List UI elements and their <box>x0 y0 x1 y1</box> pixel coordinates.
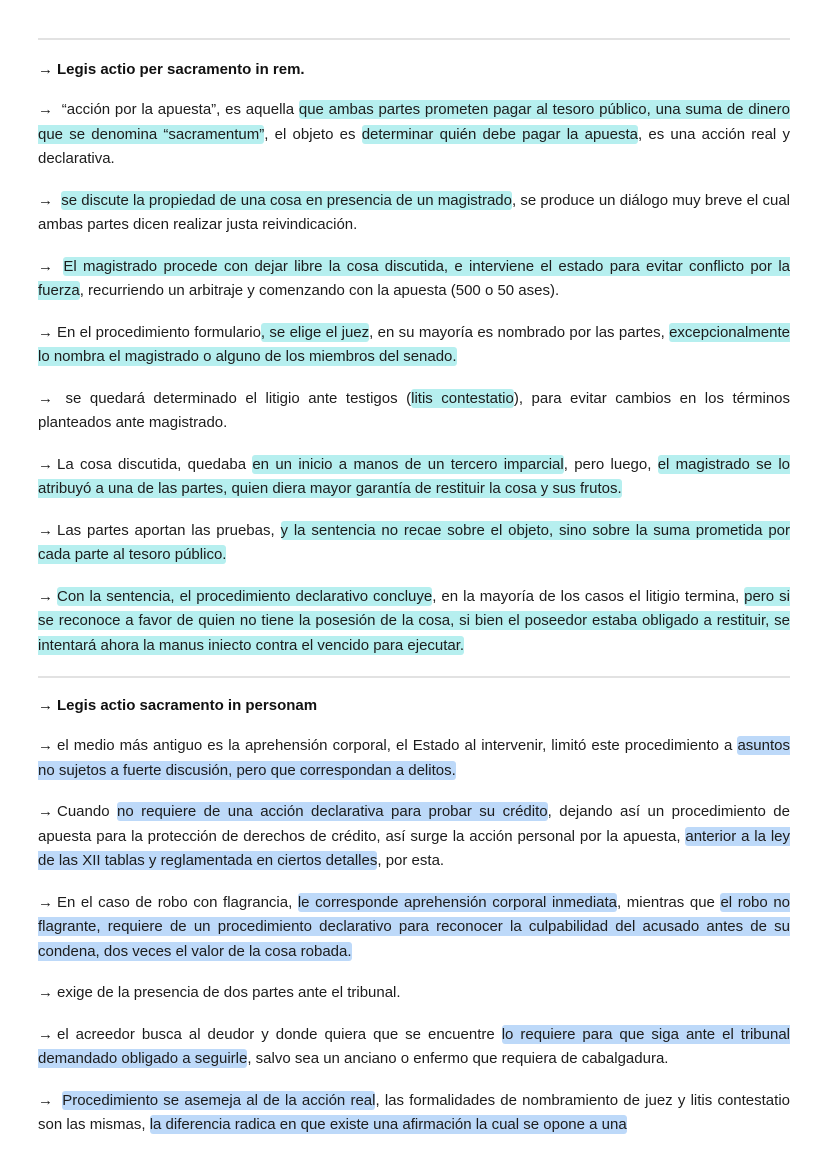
highlighted-text: en un inicio a manos de un tercero imparcial <box>252 455 564 473</box>
text-segment: , salvo sea un anciano o enfermo que requiera de cabalgadura. <box>247 1050 669 1067</box>
paragraph-list <box>38 98 790 658</box>
text-segment: exige de la presencia de dos partes ante el tribunal. <box>57 984 401 1001</box>
highlighted-text: y la sentencia no recae sobre el objeto, sino sobre la suma prometida por cada parte al tesoro público. <box>38 521 791 563</box>
highlighted-text: el robo no flagrante, requiere de un procedimiento declarativo para reconocer la culpabilidad del acusado antes de su condena, dos veces el valor de la cosa robada. <box>38 893 791 960</box>
text-segment: ), para evitar cambios en los términos planteados ante magistrado. <box>38 389 791 431</box>
highlighted-text: determinar quién debe pagar la apuesta <box>361 125 638 143</box>
highlighted-text: el magistrado se lo atribuyó a una de las partes, quien diera mayor garantía de restituir la cosa y sus frutos. <box>38 455 790 497</box>
section-heading <box>38 60 790 80</box>
text-segment: La cosa discutida, quedaba <box>57 455 253 473</box>
arrow-icon: → <box>38 455 53 473</box>
paragraph <box>38 1089 790 1138</box>
text-segment: , por esta. <box>377 852 445 869</box>
heading-text: Legis actio sacramento in personam <box>57 697 318 714</box>
arrow-icon: → <box>38 257 53 275</box>
highlighted-text: no requiere de una acción declarativa para probar su crédito <box>117 803 548 820</box>
arrow-icon: → <box>38 191 53 209</box>
text-segment: Las partes aportan las pruebas, <box>57 521 281 539</box>
paragraph <box>38 255 790 304</box>
paragraph <box>38 981 790 1006</box>
section-in-personam <box>38 696 790 1138</box>
highlighted-text: litis contestatio <box>411 389 514 407</box>
document-page <box>38 0 790 1138</box>
arrow-icon: → <box>38 389 53 407</box>
arrow-icon: → <box>38 737 53 754</box>
text-segment: , mientras que <box>617 893 721 911</box>
highlighted-text: excepcionalmente lo nombra el magistrado o alguno de los miembros del senado. <box>38 323 790 365</box>
paragraph <box>38 98 790 172</box>
highlighted-text: Con la sentencia, el procedimiento declarativo concluye <box>57 587 433 605</box>
section-in-rem <box>38 60 790 658</box>
paragraph <box>38 1023 790 1072</box>
arrow-icon: → <box>38 521 53 539</box>
arrow-icon: → <box>38 1025 53 1043</box>
text-segment: se quedará determinado el litigio ante testigos ( <box>57 389 412 407</box>
highlighted-text: que ambas partes prometen pagar al tesoro público, una suma de dinero que se denomina “sacramentum” <box>38 101 790 143</box>
text-segment: Cuando <box>57 803 117 820</box>
text-segment: “acción por la apuesta”, es aquella <box>57 101 299 118</box>
text-segment: el acreedor busca al deudor y donde quiera que se encuentre <box>57 1025 502 1043</box>
highlighted-text: lo requiere para que siga ante el tribunal demandado obligado a seguirle <box>38 1025 790 1067</box>
section-divider <box>38 38 790 40</box>
arrow-icon: → <box>38 697 53 714</box>
paragraph <box>38 453 790 502</box>
arrow-icon: → <box>38 893 53 911</box>
highlighted-text: le corresponde aprehensión corporal inmediata <box>297 893 618 911</box>
paragraph <box>38 891 790 965</box>
arrow-icon: → <box>38 1091 53 1109</box>
arrow-icon: → <box>38 984 53 1001</box>
highlighted-text: anterior a la ley de las XII tablas y reglamentada en ciertos detalles <box>38 827 790 869</box>
highlighted-text: pero si se reconoce a favor de quien no tiene la posesión de la cosa, si bien el poseedor estaba obligado a restituir, se intentará ahora la manus iniecto contra el vencido para ejecutar. <box>38 587 790 654</box>
text-segment: En el caso de robo con flagrancia, <box>57 893 298 911</box>
paragraph <box>38 734 790 783</box>
highlighted-text: asuntos no sujetos a fuerte discusión, pero que correspondan a delitos. <box>38 737 790 779</box>
text-segment: el medio más antiguo es la aprehensión corporal, el Estado al intervenir, limitó este procedimiento a <box>57 737 738 754</box>
paragraph <box>38 585 790 659</box>
arrow-icon: → <box>38 61 53 78</box>
text-segment: , dejando así un procedimiento de apuesta para la protección de derechos de crédito, así surge la acción personal por la apuesta, <box>38 803 790 845</box>
heading-text: Legis actio per sacramento in rem. <box>57 61 305 78</box>
section-divider <box>38 676 790 678</box>
text-segment: En el procedimiento formulario <box>57 323 261 341</box>
highlighted-text: la diferencia radica en que existe una afirmación la cual se opone a una <box>149 1116 627 1133</box>
text-segment: , las formalidades de nombramiento de juez y litis contestatio son las mismas, <box>38 1091 790 1133</box>
paragraph-list <box>38 734 790 1138</box>
text-segment: , en su mayoría es nombrado por las partes, <box>369 323 670 341</box>
text-segment: , recurriendo un arbitraje y comenzando con la apuesta (500 o 50 ases). <box>79 282 560 299</box>
paragraph <box>38 321 790 370</box>
section-heading <box>38 696 790 716</box>
paragraph <box>38 387 790 436</box>
text-segment: , en la mayoría de los casos el litigio termina, <box>432 587 745 605</box>
arrow-icon: → <box>38 803 53 820</box>
arrow-icon: → <box>38 323 53 341</box>
text-segment: , el objeto es <box>264 125 362 143</box>
text-segment: , pero luego, <box>563 455 658 473</box>
arrow-icon: → <box>38 587 53 605</box>
paragraph <box>38 519 790 568</box>
paragraph <box>38 800 790 874</box>
highlighted-text: , se elige el juez <box>260 323 370 341</box>
paragraph <box>38 189 790 238</box>
arrow-icon: → <box>38 101 53 118</box>
highlighted-text: se discute la propiedad de una cosa en presencia de un magistrado <box>61 191 512 209</box>
text-segment: , se produce un diálogo muy breve el cual ambas partes dicen realizar justa reivindicación. <box>38 191 790 233</box>
text-segment: , es una acción real y declarativa. <box>38 125 790 167</box>
highlighted-text: El magistrado procede con dejar libre la cosa discutida, e interviene el estado para evitar conflicto por la fuerza <box>38 257 790 299</box>
highlighted-text: Procedimiento se asemeja al de la acción real <box>62 1091 376 1109</box>
